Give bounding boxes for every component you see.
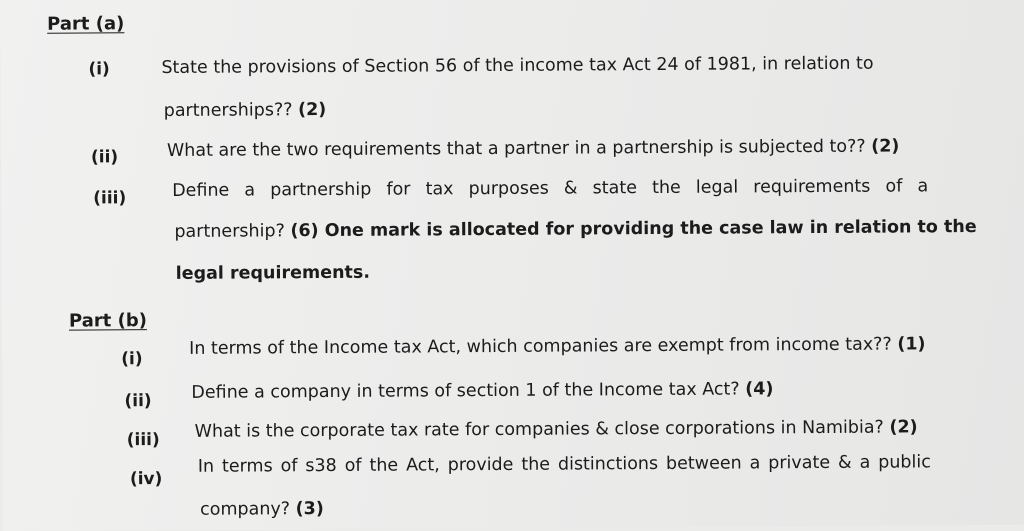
- part-a-q1-line1: State the provisions of Section 56 of the income tax Act 24 of 1981, in relation to: [161, 53, 874, 79]
- part-b-q4-number: (iv): [129, 469, 163, 490]
- part-a-q2-line: [167, 137, 900, 161]
- part-b-q4-line2: [200, 499, 324, 520]
- part-b-q2-marks: (4): [745, 379, 774, 400]
- part-b-q4-line2-text: company?: [200, 499, 291, 520]
- part-a-q3-marks: (6) One mark is allocated for providing the case law in relation to the: [290, 217, 977, 242]
- part-b-q4-marks: (3): [295, 499, 324, 520]
- part-b-q3-line: [195, 417, 918, 441]
- part-b-q2-line: [191, 379, 773, 403]
- part-b-q1-text: In terms of the Income tax Act, which companies are exempt from income tax??: [189, 334, 892, 359]
- part-b-q3-number: (iii): [126, 430, 160, 451]
- part-a-q1-number: (i): [88, 59, 110, 80]
- part-b-q3-marks: (2): [889, 417, 918, 438]
- part-b-q4-line1: In terms of s38 of the Act, provide the distinctions between a private & a public: [197, 452, 931, 477]
- part-a-q2-number: (ii): [90, 147, 119, 168]
- part-a-q1-line2: [164, 100, 327, 121]
- part-b-q1-marks: (1): [897, 334, 926, 355]
- part-a-q1-line2-text: partnerships??: [163, 100, 293, 122]
- part-a-q1-marks: (2): [298, 100, 327, 121]
- part-b-q2-text: Define a company in terms of section 1 of the Income tax Act?: [191, 379, 740, 403]
- part-a-q2-marks: (2): [871, 136, 900, 157]
- part-b-q1-number: (i): [121, 349, 143, 370]
- part-b-q2-number: (ii): [124, 391, 152, 412]
- part-a-q2-text: What are the two requirements that a partner in a partnership is subjected to??: [166, 136, 866, 161]
- part-a-q3-line3: legal requirements.: [175, 262, 371, 284]
- part-a-q3-line2-text: partnership?: [174, 221, 285, 242]
- part-a-q3-line2: [174, 217, 976, 242]
- part-a-q3-number: (iii): [93, 188, 127, 209]
- part-a-q3-line1: Define a partnership for tax purposes & state the legal requirements of a: [172, 176, 929, 201]
- part-b-q3-text: What is the corporate tax rate for companies & close corporations in Namibia?: [194, 417, 884, 442]
- part-b-q1-line: [189, 334, 925, 358]
- part-b-heading: Part (b): [68, 310, 147, 332]
- part-a-heading: Part (a): [47, 13, 125, 35]
